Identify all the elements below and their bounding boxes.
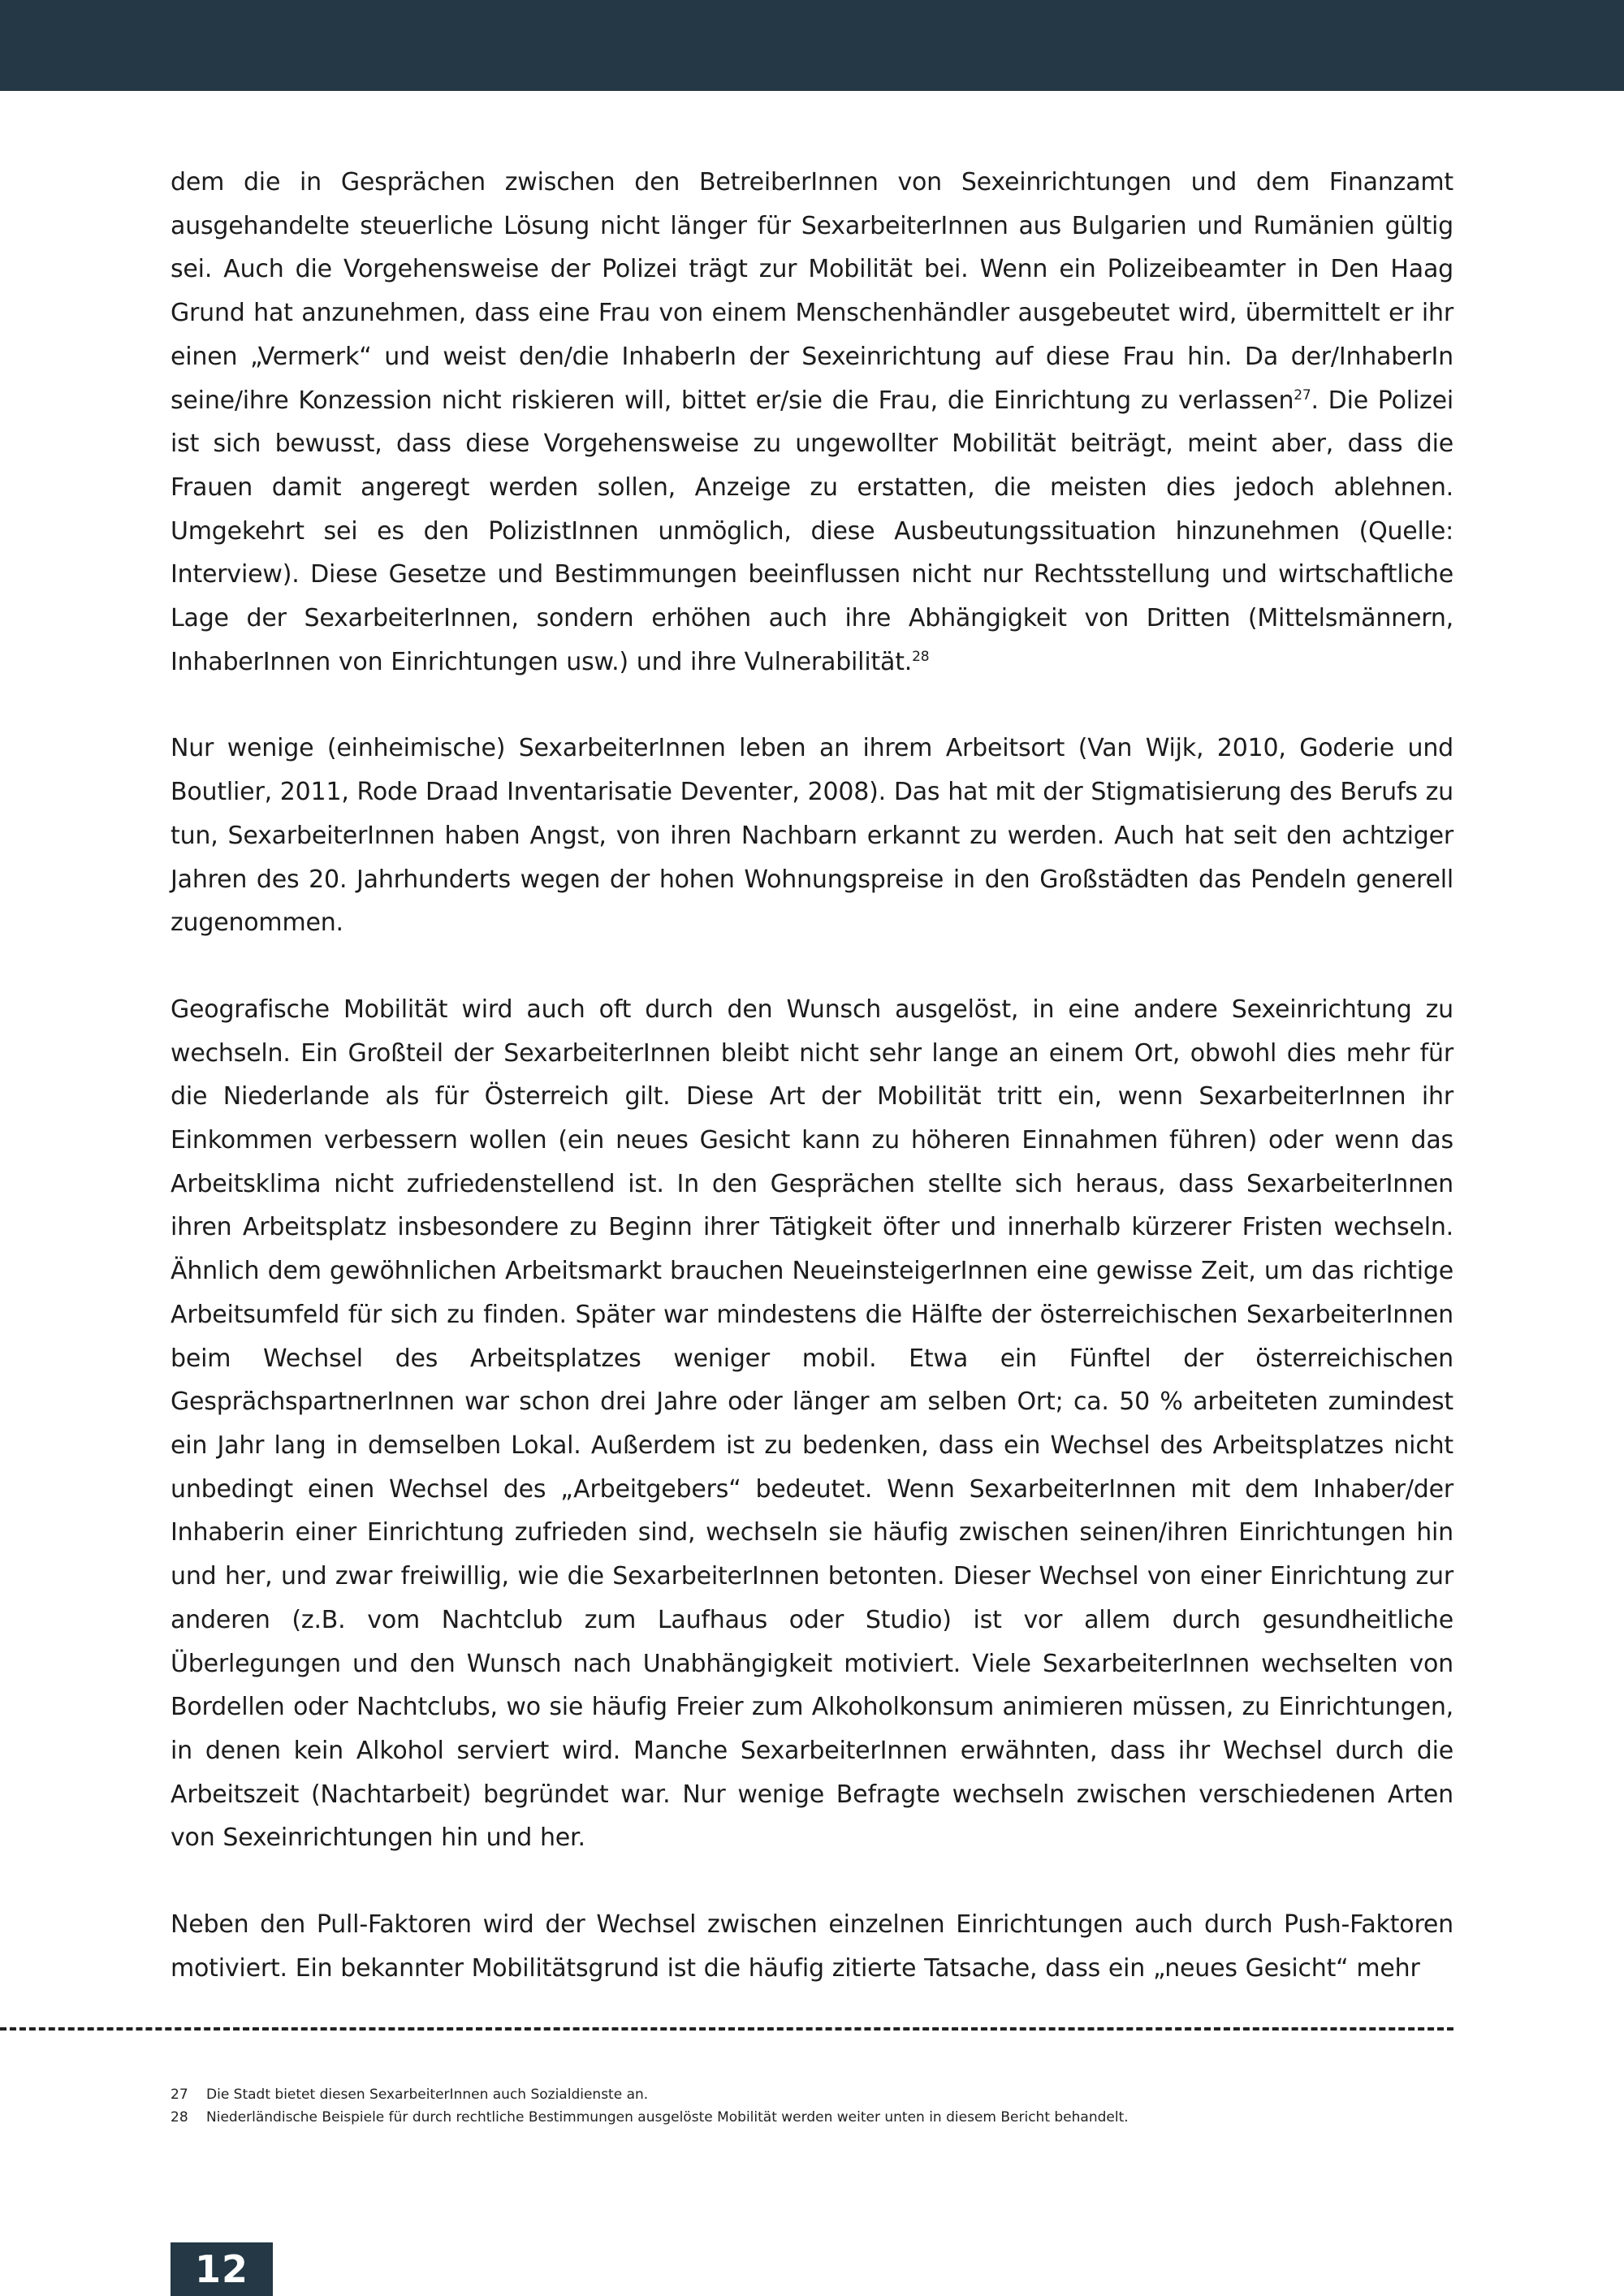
page-number: 12 (171, 2242, 273, 2296)
footnote-number: 28 (171, 2109, 188, 2126)
paragraph-1 (171, 161, 1453, 684)
main-text (171, 161, 1453, 1990)
paragraph-1-part-b: . Die Polizei ist sich bewusst, dass diese Vorgehensweise zu ungewollter Mobilität beiträgt, meint aber, dass die Frauen damit angeregt werden sollen, Anzeige zu erstatten, die meisten dies jedoch ablehnen. Umgekehrt sei es den PolizistInnen unmöglich, diese Ausbeutungssituation hinzunehmen (Quelle: Interview). Diese Gesetze und Bestimmungen beeinflussen nicht nur Rechtsstellung und wirtschaftliche Lage der SexarbeiterInnen, sondern erhöhen auch ihre Abhängigkeit von Dritten (Mittelsmännern, InhaberInnen von Einrichtungen usw.) und ihre Vulnerabilität. (171, 386, 1453, 676)
footnote-text: Die Stadt bietet diesen SexarbeiterInnen auch Sozialdienste an. (206, 2087, 649, 2103)
header-band (0, 0, 1624, 91)
paragraph-1-part-a: dem die in Gesprächen zwischen den BetreiberInnen von Sexeinrichtungen und dem Finanzamt ausgehandelte steuerliche Lösung nicht länger für SexarbeiterInnen aus Bulgarien und Rumänien gültig sei. Auch die Vorgehensweise der Polizei trägt zur Mobilität bei. Wenn ein Polizeibeamter in Den Haag Grund hat anzunehmen, dass eine Frau von einem Menschenhändler ausgebeutet wird, übermittelt er ihr einen „Vermerk“ und weist den/die InhaberIn der Sexeinrichtung auf diese Frau hin. Da der/InhaberIn seine/ihre Konzession nicht riskieren will, bittet er/sie die Frau, die Einrichtung zu verlassen (171, 168, 1453, 415)
footnote-text: Niederländische Beispiele für durch rechtliche Bestimmungen ausgelöste Mobilität werden weiter unten in diesem Bericht behandelt. (206, 2109, 1129, 2126)
footnote-divider (0, 2027, 1453, 2031)
footnotes (171, 2083, 1453, 2129)
footnote-number: 27 (171, 2087, 188, 2103)
paragraph-3: Geografische Mobilität wird auch oft durch den Wunsch ausgelöst, in eine andere Sexeinrichtung zu wechseln. Ein Großteil der SexarbeiterInnen bleibt nicht sehr lange an einem Ort, obwohl dies mehr für die Niederlande als für Österreich gilt. Diese Art der Mobilität tritt ein, wenn SexarbeiterInnen ihr Einkommen verbessern wollen (ein neues Gesicht kann zu höheren Einnahmen führen) oder wenn das Arbeitsklima nicht zufriedenstellend ist. In den Gesprächen stellte sich heraus, dass SexarbeiterInnen ihren Arbeitsplatz insbesondere zu Beginn ihrer Tätigkeit öfter und innerhalb kürzerer Fristen wechseln. Ähnlich dem gewöhnlichen Arbeitsmarkt brauchen NeueinsteigerInnen eine gewisse Zeit, um das richtige Arbeitsumfeld für sich zu finden. Später war mindestens die Hälfte der österreichischen SexarbeiterInnen beim Wechsel des Arbeitsplatzes weniger mobil. Etwa ein Fünftel der österreichischen GesprächspartnerInnen war schon drei Jahre oder länger am selben Ort; ca. 50 % arbeiteten zumindest ein Jahr lang in demselben Lokal. Außerdem ist zu bedenken, dass ein Wechsel des Arbeitsplatzes nicht unbedingt einen Wechsel des „Arbeitgebers“ bedeutet. Wenn SexarbeiterInnen mit dem Inhaber/der Inhaberin einer Einrichtung zufrieden sind, wechseln sie häufig zwischen seinen/ihren Einrichtungen hin und her, und zwar freiwillig, wie die SexarbeiterInnen betonten. Dieser Wechsel von einer Einrichtung zur anderen (z.B. vom Nachtclub zum Laufhaus oder Studio) ist vor allem durch gesundheitliche Überlegungen und den Wunsch nach Unabhängigkeit motiviert. Viele SexarbeiterInnen wechselten von Bordellen oder Nachtclubs, wo sie häufig Freier zum Alkoholkonsum animieren müssen, zu Einrichtungen, in denen kein Alkohol serviert wird. Manche SexarbeiterInnen erwähnten, dass ihr Wechsel durch die Arbeitszeit (Nachtarbeit) begründet war. Nur wenige Befragte wechseln zwischen verschiedenen Arten von Sexeinrichtungen hin und her. (171, 995, 1453, 1853)
paragraph-2: Nur wenige (einheimische) SexarbeiterInnen leben an ihrem Arbeitsort (Van Wijk, 2010, Goderie und Boutlier, 2011, Rode Draad Inventarisatie Deventer, 2008). Das hat mit der Stigmatisierung des Berufs zu tun, SexarbeiterInnen haben Angst, von ihren Nachbarn erkannt zu werden. Auch hat seit den achtziger Jahren des 20. Jahrhunderts wegen der hohen Wohnungspreise in den Großstädten das Pendeln generell zugenommen. (171, 734, 1453, 938)
footnote-ref-28: 28 (912, 648, 930, 665)
footnote-item (171, 2083, 1453, 2106)
paragraph-4: Neben den Pull-Faktoren wird der Wechsel zwischen einzelnen Einrichtungen auch durch Push-Faktoren motiviert. Ein bekannter Mobilitätsgrund ist die häufig zitierte Tatsache, dass ein „neues Gesicht“ mehr (171, 1910, 1453, 1983)
footnote-ref-27: 27 (1294, 386, 1311, 404)
footnote-item (171, 2106, 1453, 2129)
